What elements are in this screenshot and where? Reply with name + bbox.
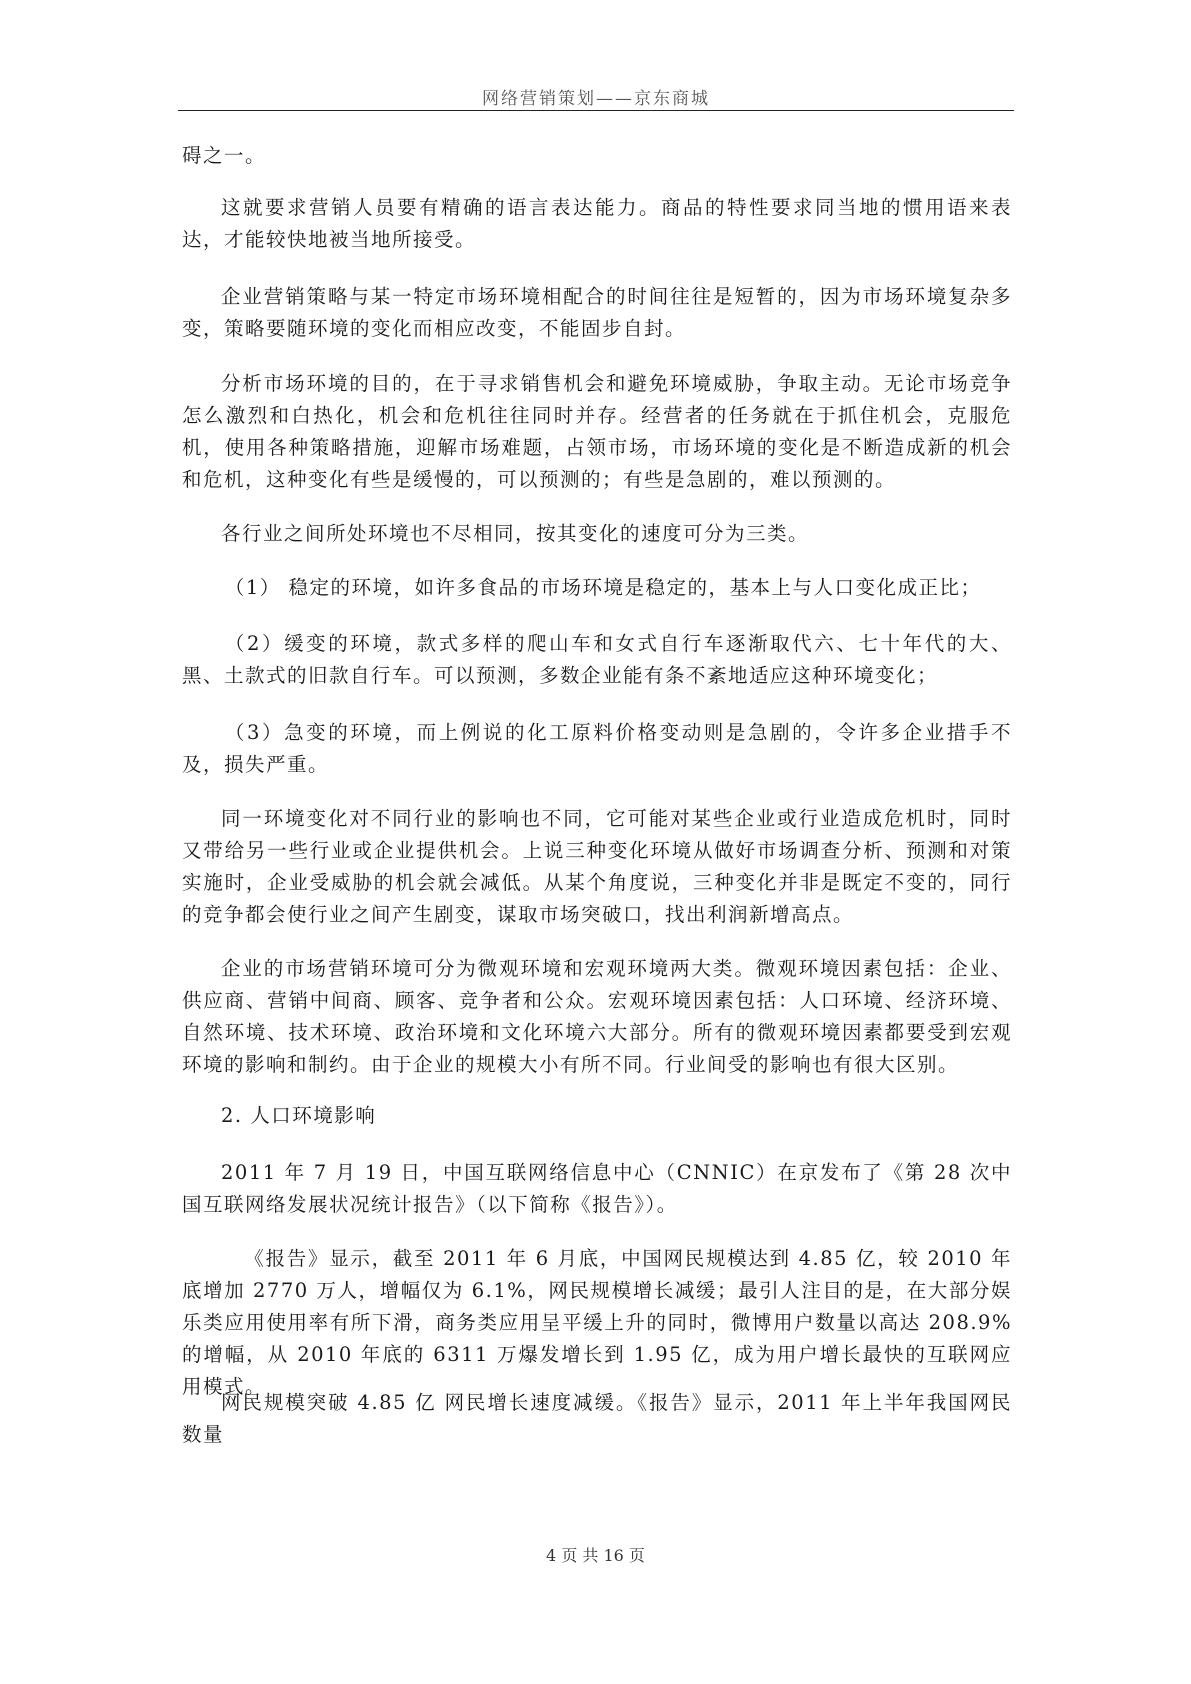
- paragraph-cnnic-report: 2011 年 7 月 19 日，中国互联网络信息中心（CNNIC）在京发布了《第 28 次中国互联网络发展状况统计报告》（以下简称《报告》）。: [182, 1161, 1012, 1216]
- header-rule: [178, 110, 1014, 111]
- paragraph-report-findings: 《报告》显示，截至 2011 年 6 月底，中国网民规模达到 4.85 亿，较 2010 年底增加 2770 万人，增幅仅为 6.1%，网民规模增长减缓；最引人注目的是，在大部分娱乐类应用使用率有所下滑，商务类应用呈平缓上升的同时，微博用户数量以高达 208.9%的增幅，从 2010 年底的 6311 万爆发增长到 1.95 亿，成为用户增长最快的互联网应用模式。: [182, 1247, 1012, 1398]
- list-item-rapid-environment: （3）急变的环境，而上例说的化工原料价格变动则是急剧的，令许多企业措手不及，损失严重。: [182, 721, 1012, 776]
- paragraph-language-skill: 这就要求营销人员要有精确的语言表达能力。商品的特性要求同当地的惯用语来表达，才能较快地被当地所接受。: [182, 196, 1012, 251]
- paragraph-netizen-scale: 网民规模突破 4.85 亿 网民增长速度减缓。《报告》显示，2011 年上半年我国网民数量: [182, 1391, 1012, 1446]
- section-heading-population: 2. 人口环境影响: [221, 1104, 377, 1127]
- page-number: 4 页 共 16 页: [546, 1546, 645, 1565]
- page-header-title: 网络营销策划——京东商城: [482, 89, 710, 109]
- paragraph-market-analysis: 分析市场环境的目的，在于寻求销售机会和避免环境威胁，争取主动。无论市场竞争怎么激烈和白热化，机会和危机往往同时并存。经营者的任务就在于抓住机会，克服危机，使用各种策略措施，迎解市场难题，占领市场，市场环境的变化是不断造成新的机会和危机，这种变化有些是缓慢的，可以预测的；有些是急剧的，难以预测的。: [182, 372, 1012, 491]
- paragraph-industry-impact: 同一环境变化对不同行业的影响也不同，它可能对某些企业或行业造成危机时，同时又带给另一些行业或企业提供机会。上说三种变化环境从做好市场调查分析、预测和对策实施时，企业受威胁的机会就会减低。从某个角度说，三种变化并非是既定不变的，同行的竞争都会使行业之间产生剧变，谋取市场突破口，找出利润新增高点。: [182, 807, 1012, 926]
- paragraph-industry-categories: 各行业之间所处环境也不尽相同，按其变化的速度可分为三类。: [221, 522, 810, 545]
- paragraph-micro-macro-environment: 企业的市场营销环境可分为微观环境和宏观环境两大类。微观环境因素包括：企业、供应商、营销中间商、顾客、竞争者和公众。宏观环境因素包括：人口环境、经济环境、自然环境、技术环境、政治环境和文化环境六大部分。所有的微观环境因素都要受到宏观环境的影响和制约。由于企业的规模大小有所不同。行业间受的影响也有很大区别。: [182, 957, 1012, 1076]
- list-item-stable-environment: （1） 稳定的环境，如许多食品的市场环境是稳定的，基本上与人口变化成正比；: [224, 576, 982, 599]
- paragraph-strategy-timing: 企业营销策略与某一特定市场环境相配合的时间往往是短暂的，因为市场环境复杂多变，策略要随环境的变化而相应改变，不能固步自封。: [182, 285, 1012, 340]
- paragraph-continuation: 碍之一。: [182, 144, 267, 167]
- list-item-gradual-environment: （2）缓变的环境，款式多样的爬山车和女式自行车逐渐取代六、七十年代的大、黑、土款式的旧款自行车。可以预测，多数企业能有条不紊地适应这种环境变化；: [182, 632, 1012, 687]
